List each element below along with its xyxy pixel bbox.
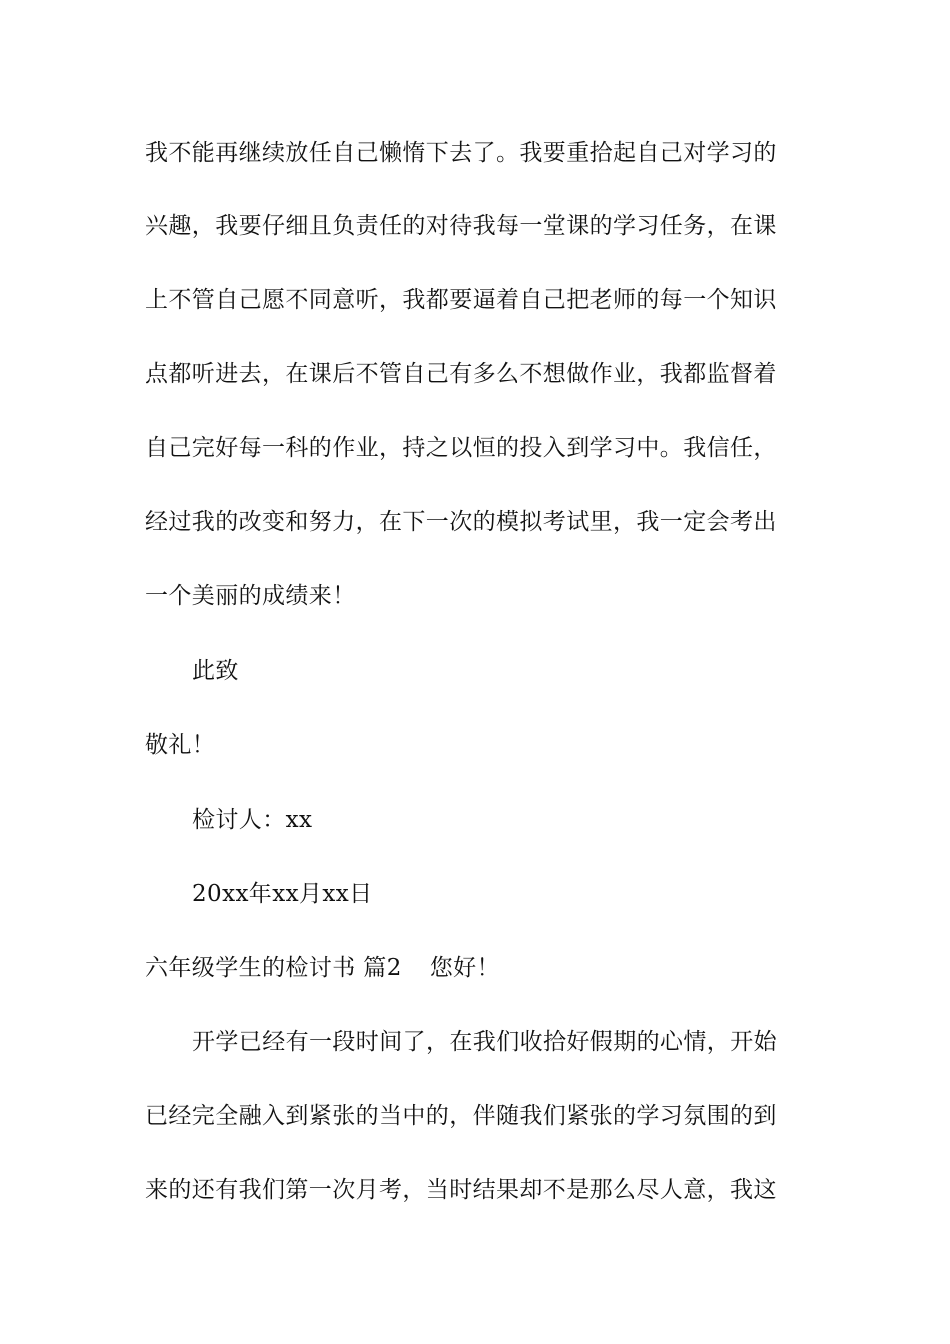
paragraph-line: 已经完全融入到紧张的当中的，伴随我们紧张的学习氛围的到: [145, 1103, 777, 1129]
paragraph-line: 经过我的改变和努力，在下一次的模拟考试里，我一定会考出: [145, 509, 777, 535]
date-text: 20xx年xx月xx日: [192, 881, 373, 907]
closing-text: 此致: [192, 658, 239, 684]
paragraph-line: 兴趣，我要仔细且负责任的对待我每一堂课的学习任务，在课: [145, 213, 777, 239]
paragraph-line: 一个美丽的成绩来！: [145, 583, 356, 609]
greeting-text: 您好！: [429, 955, 500, 981]
paragraph-line: 来的还有我们第一次月考，当时结果却不是那么尽人意，我这: [145, 1177, 777, 1203]
paragraph-line: 我不能再继续放任自己懒惰下去了。我要重拾起自己对学习的: [145, 140, 777, 166]
paragraph-line: 自己完好每一科的作业，持之以恒的投入到学习中。我信任，: [145, 435, 777, 461]
paragraph-line: 开学已经有一段时间了，在我们收拾好假期的心情，开始: [192, 1029, 777, 1055]
section-title: 六年级学生的检讨书 篇2: [145, 955, 402, 981]
signer-text: 检讨人：xx: [192, 807, 313, 833]
salute-text: 敬礼！: [145, 732, 216, 758]
section-heading: [145, 953, 805, 983]
paragraph-line: 上不管自己愿不同意听，我都要逼着自己把老师的每一个知识: [145, 287, 777, 313]
paragraph-line: 点都听进去，在课后不管自己有多么不想做作业，我都监督着: [145, 361, 777, 387]
